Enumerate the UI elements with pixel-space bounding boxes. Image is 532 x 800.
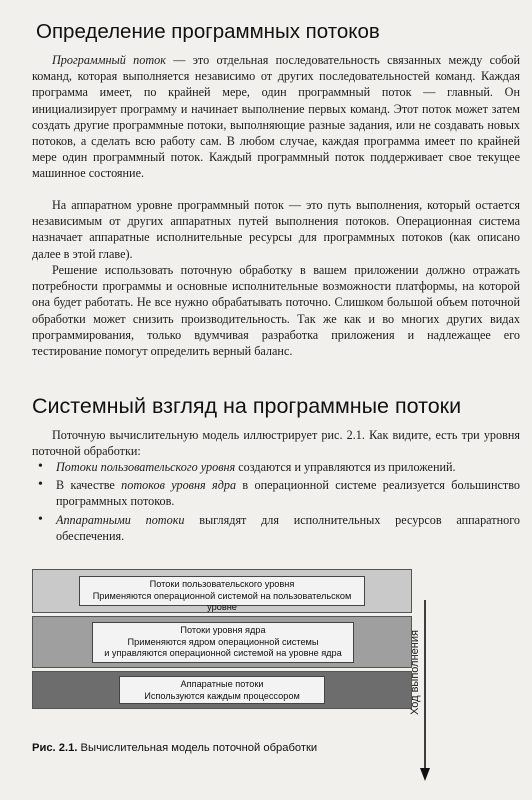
list-item: • В качестве потоков уровня ядра в операционной системе реализуется большинство программных потоков. [38,477,520,509]
bullet-glyph: • [38,459,43,474]
kernel-level-box [92,622,354,663]
execution-axis-label: Ход выполнения [409,630,421,715]
section-heading-thread-definition: Определение программных потоков [36,20,380,43]
figure-number: Рис. 2.1. [32,742,78,754]
term-kernel-level-threads: потоков уровня ядра [121,478,237,493]
paragraph-thread-definition [32,52,520,182]
user-level-title: Потоки пользовательского уровня [149,579,295,589]
figure-caption [32,742,317,754]
kernel-level-desc-2: и управляются операционной системой на уровне ядра [104,648,342,658]
list-item: • Потоки пользовательского уровня создаются и управляются из приложений. [38,459,456,474]
user-level-box [79,576,365,612]
hardware-level-box [119,676,325,704]
hardware-level-title: Аппаратные потоки [180,679,264,689]
figure-title: Вычислительная модель поточной обработки [77,742,318,754]
kernel-level-desc-1: Применяются ядром операционной системы [127,636,319,647]
paragraph-model-intro: Поточную вычислительную модель иллюстрирует рис. 2.1. Как видите, есть три уровня поточной обработки: [32,428,520,459]
kernel-level-title: Потоки уровня ядра [180,625,266,635]
list-item: • Аппаратными потоки выглядят для исполнительных ресурсов аппаратного обеспечения. [38,511,520,543]
paragraph-text: — это отдельная последовательность связанных между собой команд, которая выполняется независимо от других последовательностей команд. Каждая программа имеет, по крайней мере, один программный поток — главный. Он инициализирует программу и начинает выполнение первых команд. Этот поток может затем создать другие программные потоки, выполняющие разные задания, или не создавать новых потоков, а сделать всю работу сам. В любом случае, каждая программа имеет по крайней мере один программный поток. Каждый программный поток поддерживает свое текущее машинное состояние. [32,53,520,181]
hardware-level-desc: Используются каждым процессором [144,690,300,701]
threading-model-diagram [32,569,412,709]
user-level-desc: Применяются операционной системой на пользовательском уровне [92,590,352,612]
bullet-glyph: • [38,477,43,493]
term-user-level-threads: Потоки пользовательского уровня [56,460,236,474]
term-program-thread: Программный поток [52,53,166,67]
thread-levels-list [32,459,520,546]
paragraph-threading-decision: Решение использовать поточную обработку в вашем приложении должно отражать потребности программы и основные исполнительные возможности платформы, на которой она будет работать. Не все нужно обрабатывать поточно. Слишком большой объем поточной обработки может снизить производительность. Так же как и во многих других видах программирования, только вдумчивая разработка приложения и надлежащее его тестирование помогут определить верный баланс. [32,263,520,359]
term-hardware-threads: Аппаратными потоки [56,512,185,527]
bullet-glyph: • [38,511,43,527]
section-heading-system-view: Системный взгляд на программные потоки [32,394,462,418]
paragraph-hardware-level: На аппаратном уровне программный поток — это путь выполнения, который остается независимым от других аппаратных путей выполнения потоков. Операционная система назначает аппаратные исполнительные ресурсы для программных потоков (как описано далее в этой главе). [32,198,520,261]
